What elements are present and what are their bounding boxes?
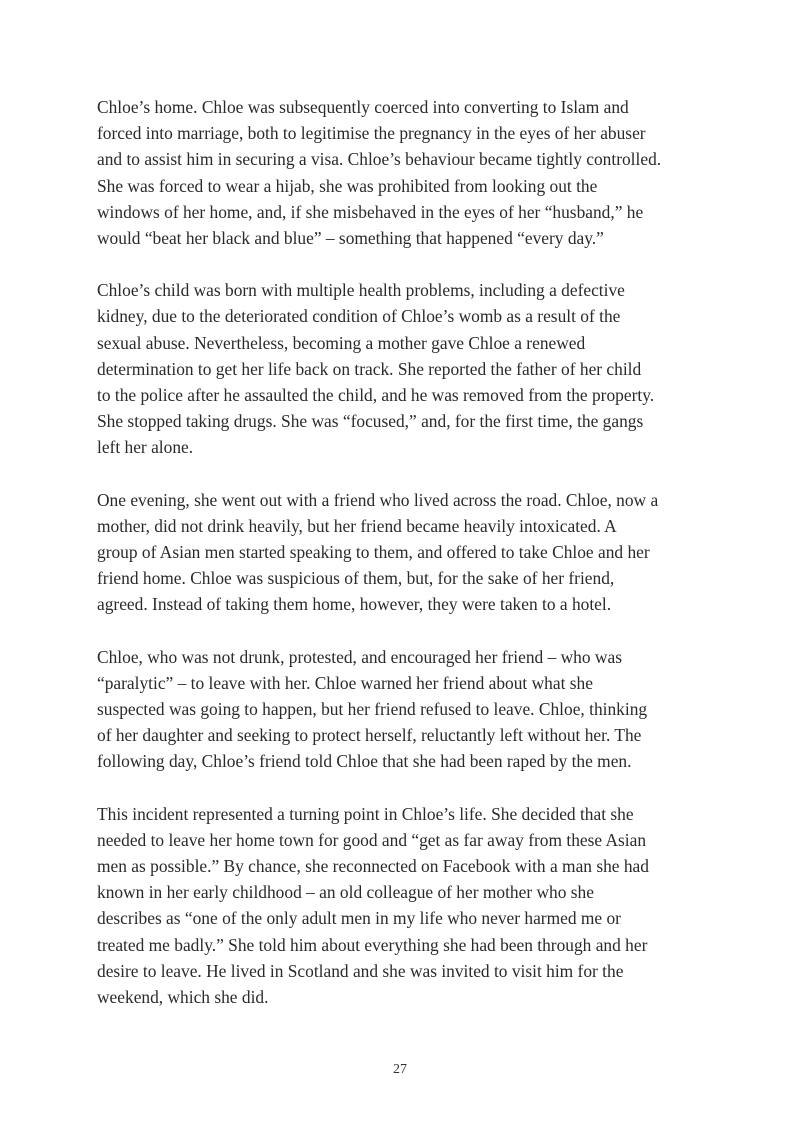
text-line: Chloe, who was not drunk, protested, and encouraged her friend – who was <box>97 646 622 667</box>
text-line: sexual abuse. Nevertheless, becoming a mother gave Chloe a renewed <box>97 332 586 353</box>
text-line: needed to leave her home town for good and “get as far away from these Asian <box>97 829 647 850</box>
page-number: 27 <box>393 1062 407 1077</box>
text-line: This incident represented a turning point in Chloe’s life. She decided that she <box>97 803 634 824</box>
text-line: mother, did not drink heavily, but her friend became heavily intoxicated. A <box>97 515 617 536</box>
body-text <box>97 94 693 1036</box>
paragraph-2 <box>97 277 693 460</box>
text-line: group of Asian men started speaking to them, and offered to take Chloe and her <box>97 542 650 563</box>
text-line: Chloe’s child was born with multiple health problems, including a defective <box>97 280 625 301</box>
text-line: would “beat her black and blue” – something that happened “every day.” <box>97 228 604 249</box>
paragraph-3 <box>97 487 693 618</box>
text-line: to the police after he assaulted the child, and he was removed from the property. <box>97 385 655 406</box>
text-line: friend home. Chloe was suspicious of them, but, for the sake of her friend, <box>97 568 615 589</box>
text-line: treated me badly.” She told him about everything she had been through and her <box>97 934 648 955</box>
text-line: She stopped taking drugs. She was “focused,” and, for the first time, the gangs <box>97 411 644 432</box>
paragraph-4 <box>97 644 693 775</box>
text-line: of her daughter and seeking to protect herself, reluctantly left without her. The <box>97 725 642 746</box>
text-line: and to assist him in securing a visa. Chloe’s behaviour became tightly controlled. <box>97 149 662 170</box>
text-line: determination to get her life back on track. She reported the father of her child <box>97 358 642 379</box>
text-line: left her alone. <box>97 437 194 458</box>
text-line: following day, Chloe’s friend told Chloe that she had been raped by the men. <box>97 751 632 772</box>
text-line: known in her early childhood – an old colleague of her mother who she <box>97 882 594 903</box>
paragraph-1 <box>97 94 693 251</box>
text-line: weekend, which she did. <box>97 987 269 1008</box>
text-line: kidney, due to the deteriorated condition of Chloe’s womb as a result of the <box>97 306 621 327</box>
text-line: Chloe’s home. Chloe was subsequently coerced into converting to Islam and <box>97 97 629 117</box>
text-line: “paralytic” – to leave with her. Chloe warned her friend about what she <box>97 672 593 693</box>
text-line: suspected was going to happen, but her friend refused to leave. Chloe, thinking <box>97 699 648 720</box>
text-line: forced into marriage, both to legitimise the pregnancy in the eyes of her abuser <box>97 123 646 144</box>
text-line: men as possible.” By chance, she reconnected on Facebook with a man she had <box>97 856 649 877</box>
text-line: One evening, she went out with a friend who lived across the road. Chloe, now a <box>97 489 659 510</box>
text-line: desire to leave. He lived in Scotland and she was invited to visit him for the <box>97 960 624 981</box>
text-line: windows of her home, and, if she misbehaved in the eyes of her “husband,” he <box>97 201 644 222</box>
text-line: agreed. Instead of taking them home, however, they were taken to a hotel. <box>97 594 612 615</box>
paragraph-5 <box>97 801 693 1011</box>
text-line: describes as “one of the only adult men in my life who never harmed me or <box>97 908 621 929</box>
text-line: She was forced to wear a hijab, she was prohibited from looking out the <box>97 175 598 196</box>
